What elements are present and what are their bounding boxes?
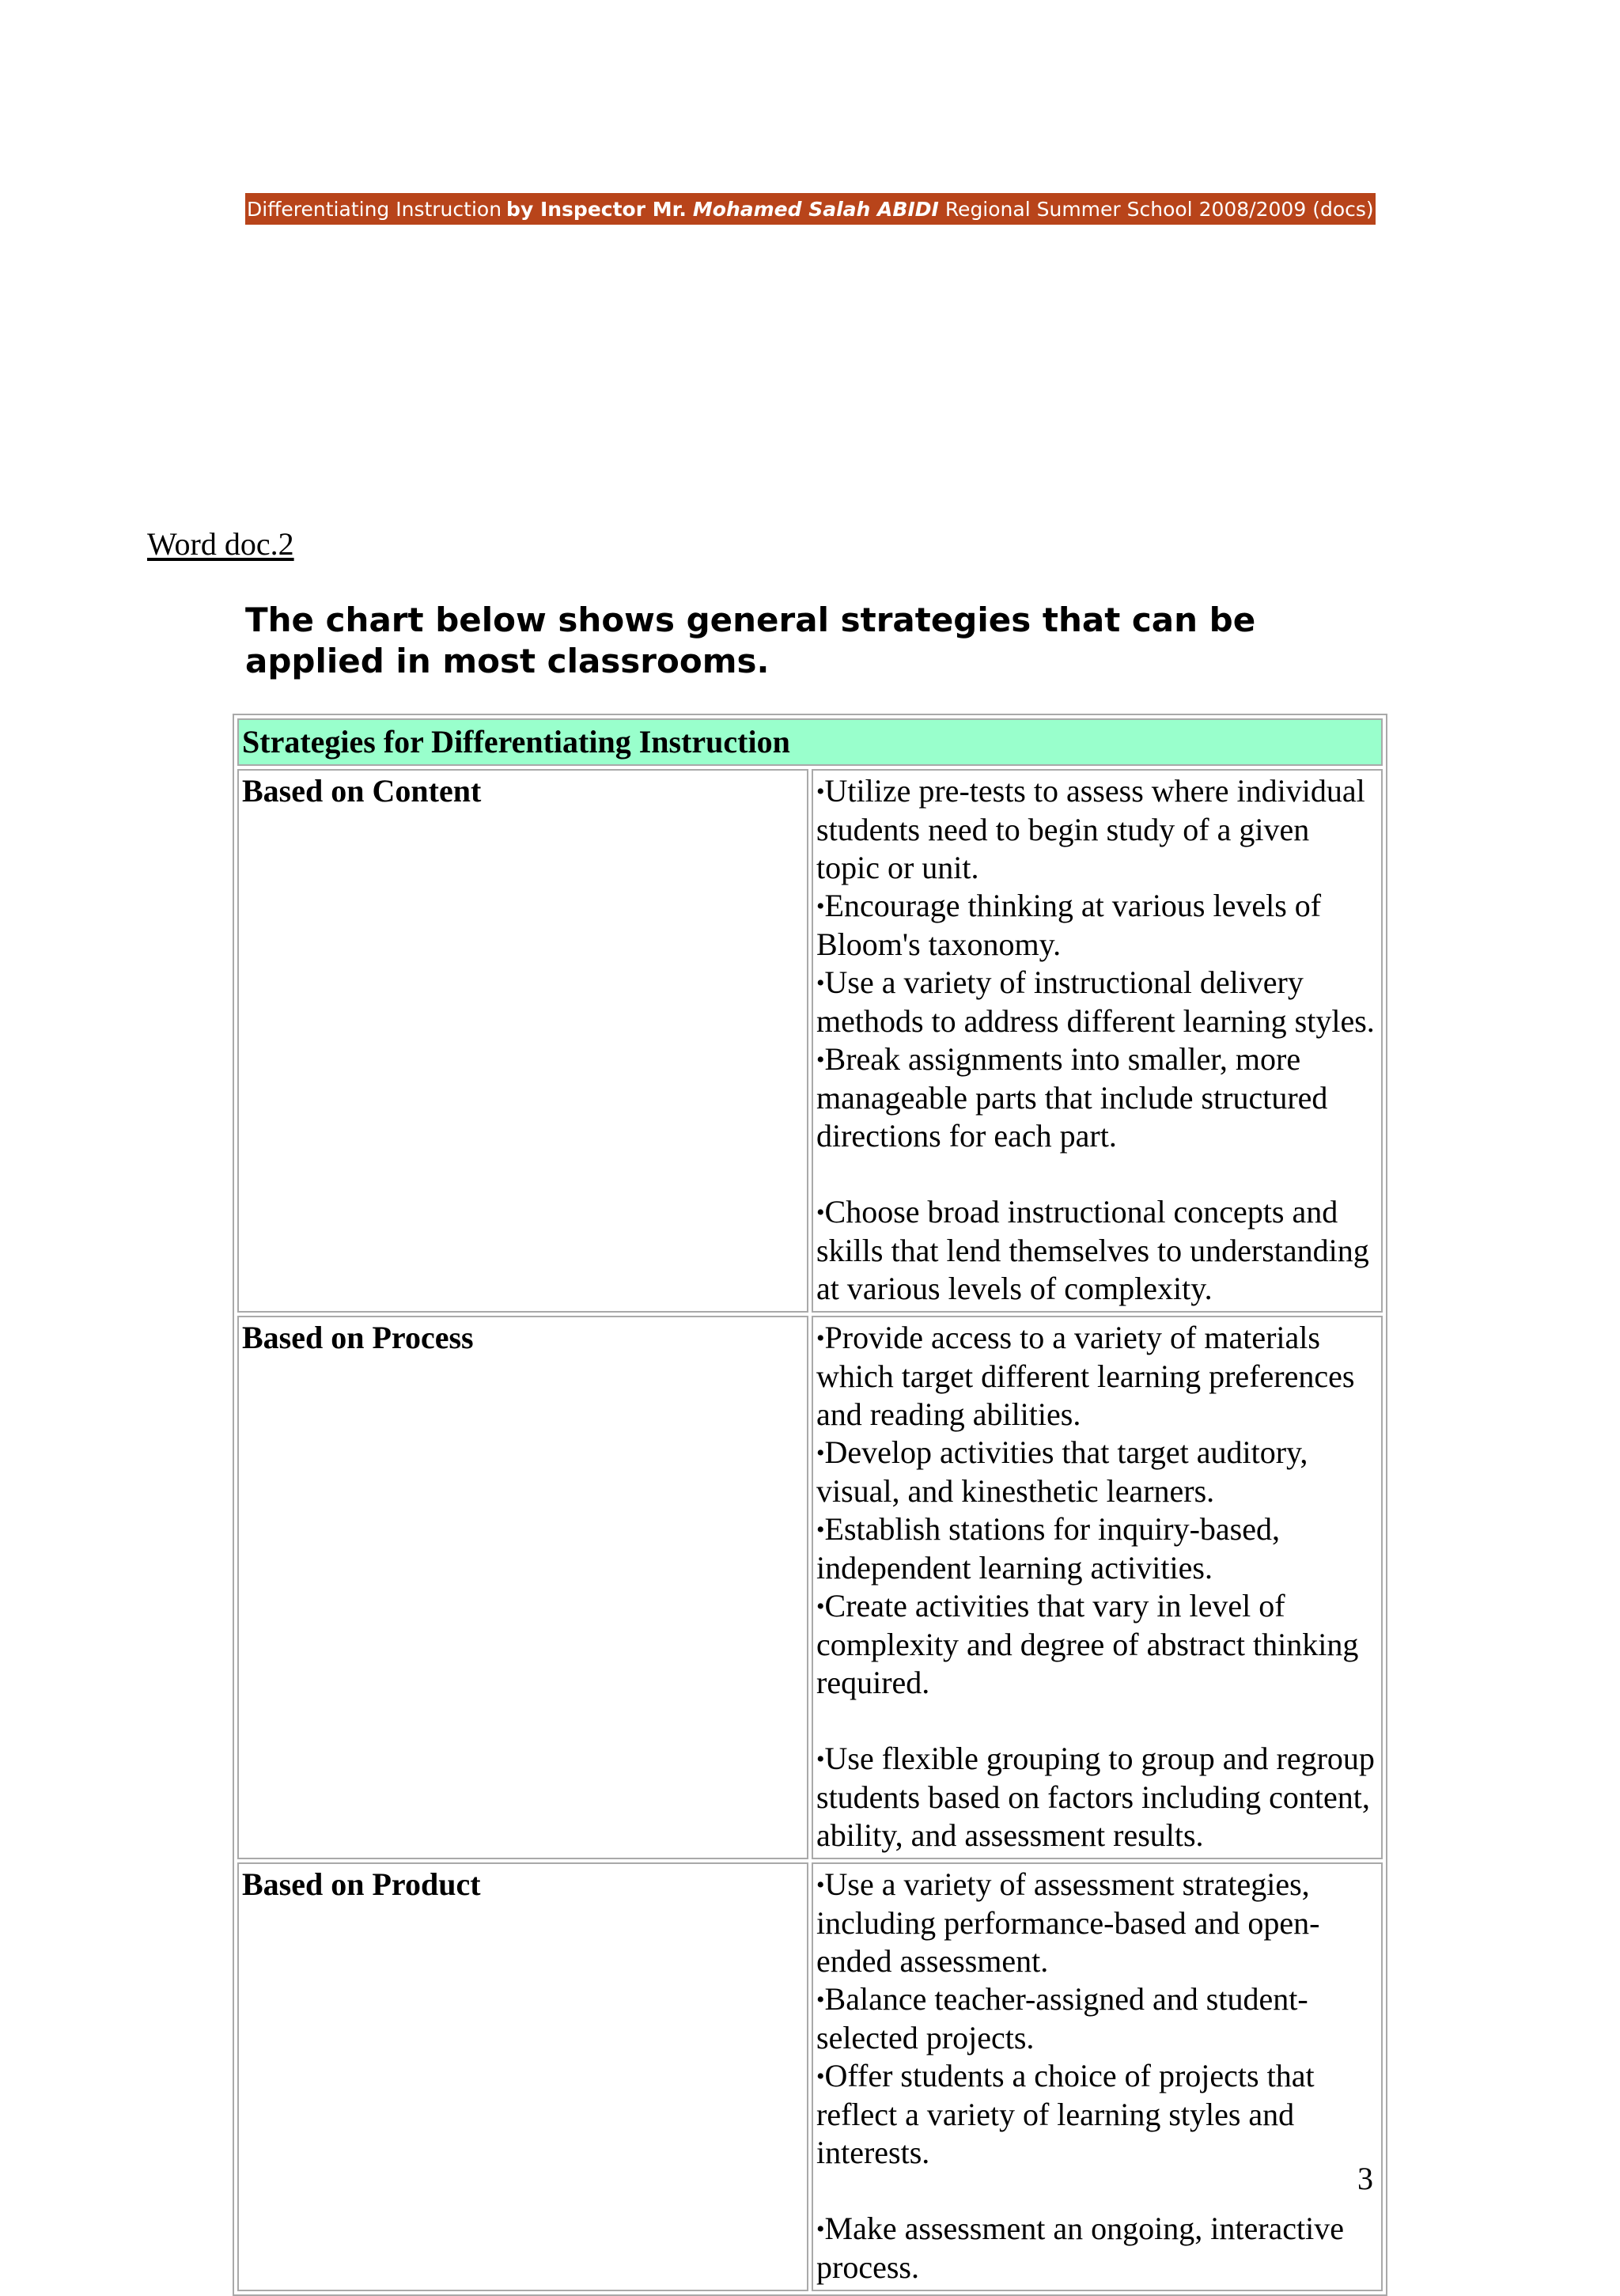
bullet-icon: • (816, 1593, 825, 1620)
document-header (245, 193, 1376, 225)
list-item (816, 1434, 1378, 1510)
doc-label: Word doc.2 (147, 526, 294, 562)
row-label-process: Based on Process (237, 1316, 808, 1859)
table-caption-row (237, 718, 1383, 766)
list-item-text: Use a variety of instructional delivery methods to address different learning styles. (816, 964, 1375, 1039)
row-label-content: Based on Content (237, 769, 808, 1313)
header-by: by Inspector Mr. (506, 197, 687, 221)
table-row (237, 1862, 1383, 2291)
row-label-product: Based on Product (237, 1862, 808, 2291)
bullet-icon: • (816, 1987, 825, 2013)
table-row (237, 769, 1383, 1313)
list-item-text: Break assignments into smaller, more manageable parts that include structured directions for each part. (816, 1041, 1328, 1154)
list-item-text: Establish stations for inquiry-based, independent learning activities. (816, 1511, 1280, 1586)
strategy-list (812, 769, 1383, 1313)
list-item (816, 964, 1378, 1040)
bullet-icon: • (816, 1047, 825, 1073)
page-number: 3 (1357, 2161, 1373, 2196)
list-item-text: Use flexible grouping to group and regroup students based on factors including content, ability, and assessment results. (816, 1741, 1375, 1853)
list-item (816, 1510, 1378, 1587)
list-item-text: Utilize pre-tests to assess where individual students need to begin study of a given topic or unit. (816, 773, 1365, 885)
bullet-icon: • (816, 1440, 825, 1466)
list-item (816, 2057, 1378, 2172)
bullet-icon: • (816, 1746, 825, 1772)
bullet-icon: • (816, 1325, 825, 1351)
list-item-text: Choose broad instructional concepts and skills that lend themselves to understanding at various levels of complexity. (816, 1194, 1369, 1306)
list-item (816, 1587, 1378, 1702)
header-title: Differentiating Instruction (247, 197, 502, 221)
bullet-icon: • (816, 779, 825, 805)
list-item-text: Encourage thinking at various levels of Bloom's taxonomy. (816, 888, 1322, 962)
bullet-icon: • (816, 893, 825, 919)
list-item (816, 1193, 1378, 1308)
list-item (816, 1980, 1378, 2057)
list-item (816, 1040, 1378, 1155)
intro-heading: The chart below shows general strategies that can be applied in most classrooms. (245, 601, 1256, 680)
list-item-text: Balance teacher-assigned and student-selected projects. (816, 1981, 1308, 2055)
strategy-list (812, 1862, 1383, 2291)
bullet-icon: • (816, 1199, 825, 1226)
strategies-table (233, 714, 1387, 2296)
list-item-text: Provide access to a variety of materials which target different learning preferences and reading abilities. (816, 1320, 1355, 1432)
list-item (816, 1740, 1378, 1855)
list-item-text: Develop activities that target auditory, visual, and kinesthetic learners. (816, 1434, 1308, 1509)
bullet-icon: • (816, 2063, 825, 2090)
bullet-icon: • (816, 2216, 825, 2242)
bullet-icon: • (816, 1517, 825, 1543)
list-item (816, 772, 1378, 887)
bullet-icon: • (816, 970, 825, 996)
list-item (816, 2210, 1378, 2287)
list-item (816, 887, 1378, 964)
list-item-text: Offer students a choice of projects that reflect a variety of learning styles and interests. (816, 2058, 1315, 2170)
header-event: Regional Summer School 2008/2009 (docs) (944, 197, 1374, 221)
strategy-list (812, 1316, 1383, 1859)
list-item-text: Make assessment an ongoing, interactive process. (816, 2211, 1344, 2285)
header-author: Mohamed Salah ABIDI (692, 197, 939, 221)
bullet-icon: • (816, 1872, 825, 1898)
list-item (816, 1319, 1378, 1434)
list-item-text: Use a variety of assessment strategies, including performance-based and open-ended assessment. (816, 1866, 1320, 1979)
table-caption: Strategies for Differentiating Instruction (237, 718, 1383, 766)
table-row (237, 1316, 1383, 1859)
list-item-text: Create activities that vary in level of complexity and degree of abstract thinking required. (816, 1588, 1359, 1700)
list-item (816, 1866, 1378, 1980)
